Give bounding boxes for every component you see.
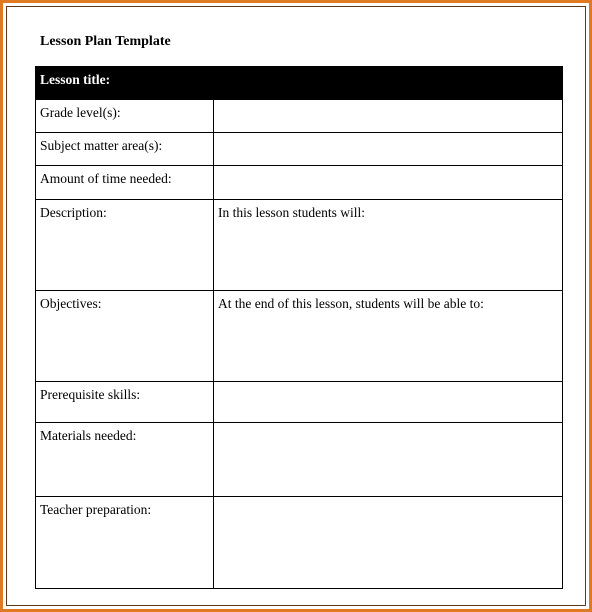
objectives-label: Objectives: [36,291,214,382]
time-needed-field[interactable] [214,166,563,200]
lesson-plan-table [35,66,563,589]
description-label: Description: [36,200,214,291]
table-row [36,133,563,166]
table-row [36,382,563,423]
table-row [36,100,563,133]
table-row [36,200,563,291]
grade-level-field[interactable] [214,100,563,133]
table-row [36,291,563,382]
table-row [36,423,563,497]
subject-matter-field[interactable] [214,133,563,166]
subject-matter-label: Subject matter area(s): [36,133,214,166]
table-row [36,497,563,589]
lesson-title-field[interactable] [214,67,563,100]
lesson-title-label: Lesson title: [36,67,214,100]
page-title: Lesson Plan Template [40,34,171,49]
description-field[interactable]: In this lesson students will: [214,200,563,291]
table-row [36,166,563,200]
prerequisite-skills-field[interactable] [214,382,563,423]
objectives-field[interactable]: At the end of this lesson, students will be able to: [214,291,563,382]
teacher-preparation-field[interactable] [214,497,563,589]
grade-level-label: Grade level(s): [36,100,214,133]
prerequisite-skills-label: Prerequisite skills: [36,382,214,423]
table-header-row [36,67,563,100]
teacher-preparation-label: Teacher preparation: [36,497,214,589]
materials-needed-field[interactable] [214,423,563,497]
time-needed-label: Amount of time needed: [36,166,214,200]
materials-needed-label: Materials needed: [36,423,214,497]
